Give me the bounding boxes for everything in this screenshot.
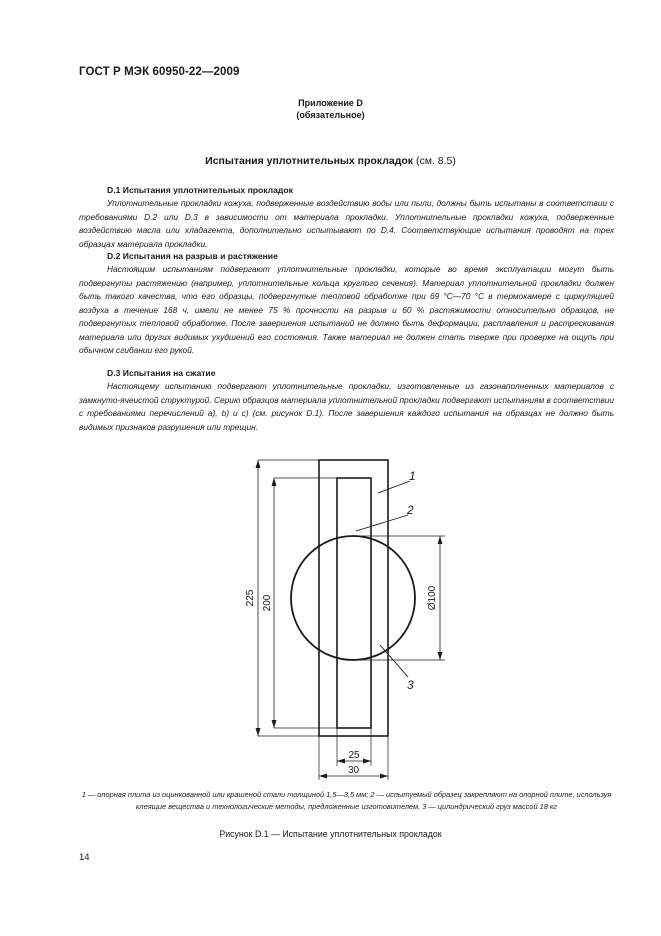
main-title [0, 155, 661, 167]
annex-status: (обязательное) [296, 110, 365, 120]
page-number: 14 [79, 852, 90, 863]
section-d1-text: Уплотнительные прокладки кожуха, подверженные воздействию воды или пыли, должны быть испытаны в соответствии с требованиями D.2 или D.3 в зависимости от материала прокладки. Уплотнительные прокладки кожуха, подверженные воздействию масла или хладагента, дополнительно испытывают по D.4. Соответствующие испытания проводят на трех образцах материала прокладки. [79, 198, 614, 249]
dim-inner-height: 200 [262, 594, 273, 612]
section-d3-heading: D.3 Испытания на сжатие [107, 368, 216, 378]
section-d2-text: Настоящим испытаниям подвергают уплотнительные прокладки, которые во время эксплуатации могут быть подвергнуты растяжению (например, уплотнительные кольца круглого сечения). Материал уплотнительной прокладки должен быть такого качества, что его образцы, подвергнутые тепловой обработке при 69 °С—70 °С в термокамере с циркуляцией воздуха в течение 168 ч, имели не менее 75 % прочности на разрыв и 60 % растяжимости относительно образцов, не подвергнутых тепловой обработке. После завершения испытаний не должно быть деформации, расплавления и растрескивания материала или других видимых ухудшений его состояния. Также материал не должен стать тверже при проверке на ощупь при обычном сгибании его рукой. [79, 264, 614, 355]
dim-outer-width: 30 [347, 765, 360, 776]
dim-inner-width: 25 [348, 750, 360, 761]
support-plate [319, 460, 388, 736]
label-2: 2 [407, 503, 414, 517]
label-1: 1 [409, 469, 416, 483]
main-title-text: Испытания уплотнительных прокладок [205, 155, 414, 167]
leader-line-2 [356, 515, 408, 531]
dim-diameter: Ø100 [427, 585, 438, 611]
dim-outer-height: 225 [245, 589, 256, 607]
annex-heading [0, 97, 661, 121]
cylindrical-weight [291, 536, 415, 660]
leader-line-3 [380, 645, 408, 677]
test-specimen [337, 478, 371, 728]
section-d3-text: Настоящему испытанию подвергают уплотнительные прокладки, изготовленные из газонаполненных материалов с замкнуто-ячеистой структурой. Серию образцов материала уплотнительной прокладки подвергают испытаниям в соответствии с требованиями перечислений а), b) и с) (см. рисунок D.1). После завершения каждого испытания на образцах не должно быть видимых признаков разрушения или трещин. [79, 381, 614, 432]
section-d2-heading: D.2 Испытания на разрыв и растяжение [107, 251, 278, 261]
main-title-ref: (см. 8.5) [413, 155, 456, 167]
figure-legend: 1 — опорная плита из оцинкованной или крашеной стали толщиной 1,5—3,5 мм; 2 — испытуемый образец закрепляют на опорной плите, используя клеящие вещества и технологические методы, предложенные изготовителем, 3 — цилиндрический груз массой 18 кг [81, 790, 612, 811]
section-d1-heading: D.1 Испытания уплотнительных прокладок [107, 185, 293, 195]
leader-line-1 [378, 481, 410, 493]
figure-d1-drawing [0, 440, 661, 785]
label-3: 3 [407, 678, 414, 692]
document-code: ГОСТ Р МЭК 60950-22—2009 [79, 66, 240, 78]
annex-title: Приложение D [298, 98, 363, 108]
figure-caption: Рисунок D.1 — Испытание уплотнительных прокладок [219, 829, 442, 839]
